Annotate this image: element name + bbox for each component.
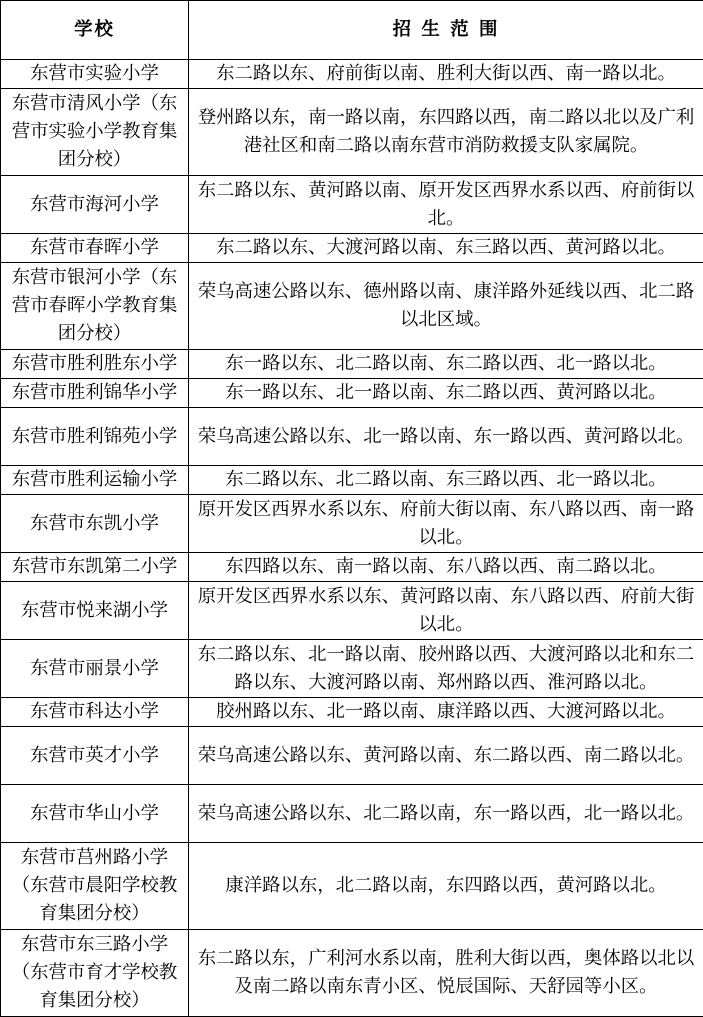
table-row	[1, 727, 703, 785]
table-row	[1, 495, 703, 553]
table-row	[1, 263, 703, 350]
table-row	[1, 466, 703, 495]
school-cell: 东营市胜利锦苑小学	[1, 408, 189, 466]
school-cell: 东营市清风小学（东营市实验小学教育集团分校）	[1, 89, 189, 176]
school-cell: 东营市春晖小学	[1, 234, 189, 263]
range-cell: 东一路以东、北二路以南、东二路以西、北一路以北。	[189, 350, 703, 379]
school-cell: 东营市胜利胜东小学	[1, 350, 189, 379]
range-cell: 胶州路以东、北一路以南、康洋路以西、大渡河路以北。	[189, 698, 703, 727]
table-row	[1, 582, 703, 640]
school-cell: 东营市东三路小学（东营市育才学校教育集团分校）	[1, 930, 189, 1017]
school-cell: 东营市华山小学	[1, 785, 189, 843]
header-school: 学校	[1, 1, 189, 60]
range-cell: 东二路以东、北二路以南、东三路以西、北一路以北。	[189, 466, 703, 495]
table-row	[1, 176, 703, 234]
school-cell: 东营市丽景小学	[1, 640, 189, 698]
table-row	[1, 379, 703, 408]
table-row	[1, 698, 703, 727]
table-row	[1, 89, 703, 176]
range-cell: 荣乌高速公路以东、德州路以南、康洋路外延线以西、北二路以北区域。	[189, 263, 703, 350]
range-cell: 登州路以东，南一路以南，东四路以西，南二路以北以及广利港社区和南二路以南东营市消防救援支队家属院。	[189, 89, 703, 176]
school-cell: 东营市银河小学（东营市春晖小学教育集团分校）	[1, 263, 189, 350]
range-cell: 原开发区西界水系以东、府前大街以南、东八路以西、南一路以北。	[189, 495, 703, 553]
table-row	[1, 785, 703, 843]
range-cell: 东二路以东、大渡河路以南、东三路以西、黄河路以北。	[189, 234, 703, 263]
table-row	[1, 930, 703, 1017]
school-cell: 东营市胜利锦华小学	[1, 379, 189, 408]
range-cell: 荣乌高速公路以东、黄河路以南、东二路以西、南二路以北。	[189, 727, 703, 785]
school-cell: 东营市莒州路小学（东营市晨阳学校教育集团分校）	[1, 843, 189, 930]
range-cell: 东四路以东、南一路以南、东八路以西、南二路以北。	[189, 553, 703, 582]
range-cell: 东二路以东，广利河水系以南，胜利大街以西，奥体路以北以及南二路以南东青小区、悦辰国际、天舒园等小区。	[189, 930, 703, 1017]
range-cell: 东一路以东、北一路以南、东二路以西、黄河路以北。	[189, 379, 703, 408]
school-cell: 东营市胜利运输小学	[1, 466, 189, 495]
school-cell: 东营市实验小学	[1, 60, 189, 89]
header-range: 招 生 范 围	[189, 1, 703, 60]
school-cell: 东营市英才小学	[1, 727, 189, 785]
table-row	[1, 408, 703, 466]
school-cell: 东营市东凯小学	[1, 495, 189, 553]
range-cell: 康洋路以东，北二路以南，东四路以西，黄河路以北。	[189, 843, 703, 930]
table-row	[1, 640, 703, 698]
range-cell: 东二路以东、黄河路以南、原开发区西界水系以西、府前街以北。	[189, 176, 703, 234]
range-cell: 荣乌高速公路以东、北二路以南，东一路以西，北一路以北。	[189, 785, 703, 843]
table-row	[1, 60, 703, 89]
table-row	[1, 350, 703, 379]
school-cell: 东营市东凯第二小学	[1, 553, 189, 582]
header-row	[1, 1, 703, 60]
table-row	[1, 234, 703, 263]
range-cell: 东二路以东、北一路以南、胶州路以西、大渡河路以北和东二路以东、大渡河路以南、郑州路以西、淮河路以北。	[189, 640, 703, 698]
range-cell: 荣乌高速公路以东、北一路以南、东一路以西、黄河路以北。	[189, 408, 703, 466]
range-cell: 原开发区西界水系以东、黄河路以南、东八路以西、府前大街以北。	[189, 582, 703, 640]
table-row	[1, 553, 703, 582]
table-row	[1, 843, 703, 930]
school-cell: 东营市悦来湖小学	[1, 582, 189, 640]
school-cell: 东营市海河小学	[1, 176, 189, 234]
range-cell: 东二路以东、府前街以南、胜利大街以西、南一路以北。	[189, 60, 703, 89]
school-cell: 东营市科达小学	[1, 698, 189, 727]
